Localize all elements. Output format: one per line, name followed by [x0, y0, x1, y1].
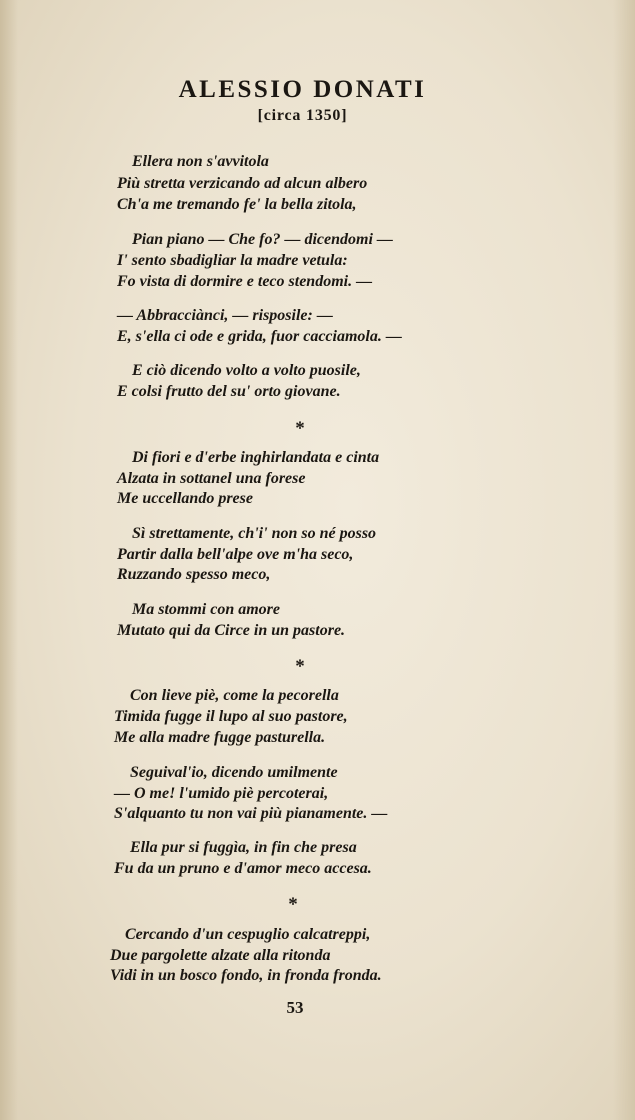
poem-author-title: ALESSIO DONATI — [178, 76, 427, 103]
verse-line: E, s'ella ci ode e grida, fuor cacciamola. — — [117, 328, 402, 345]
verse-line: Ella pur si fuggìa, in fin che presa — [130, 839, 357, 856]
verse-line: Ruzzando spesso meco, — [117, 566, 271, 583]
verse-line: Me uccellando prese — [117, 490, 253, 507]
verse-line: Più stretta verzicando ad alcun albero — [117, 175, 368, 192]
verse-line: Timida fugge il lupo al suo pastore, — [114, 708, 348, 725]
verse-line: E colsi frutto del su' orto giovane. — [117, 383, 341, 400]
verse-line: Pian piano — Che fo? — dicendomi — — [132, 231, 393, 248]
verse-line: Fu da un pruno e d'amor meco accesa. — [114, 860, 372, 877]
verse-line: — Abbracciànci, — risposile: — — [117, 307, 333, 324]
verse-line: Alzata in sottanel una forese — [117, 470, 306, 487]
section-separator-star: * — [295, 418, 305, 439]
verse-line: Sì strettamente, ch'i' non so né posso — [132, 525, 377, 542]
verse-line: Seguival'io, dicendo umilmente — [130, 764, 338, 781]
verse-line: Ch'a me tremando fe' la bella zitola, — [117, 196, 357, 213]
section-separator-star: * — [295, 656, 305, 677]
verse-line: Partir dalla bell'alpe ove m'ha seco, — [117, 546, 354, 563]
verse-line: Ma stommi con amore — [132, 601, 281, 618]
section-separator-star: * — [288, 894, 298, 915]
verse-line: — O me! l'umido piè percoterai, — [114, 785, 329, 802]
verse-line: S'alquanto tu non vai più pianamente. — — [114, 805, 388, 822]
verse-line: Cercando d'un cespuglio calcatreppi, — [125, 926, 371, 943]
verse-line: Mutato qui da Circe in un pastore. — [117, 622, 346, 639]
poem-date: [circa 1350] — [257, 107, 348, 124]
verse-line: Due pargolette alzate alla ritonda — [110, 947, 331, 964]
verse-line: Con lieve piè, come la pecorella — [130, 687, 339, 704]
verse-line: Di fiori e d'erbe inghirlandata e cinta — [132, 449, 380, 466]
verse-line: I' sento sbadigliar la madre vetula: — [117, 252, 348, 269]
verse-line: Fo vista di dormire e teco stendomi. — — [117, 273, 373, 290]
verse-line: Ellera non s'avvitola — [132, 153, 269, 170]
page-number: 53 — [286, 998, 304, 1017]
verse-line: Vidi in un bosco fondo, in fronda fronda. — [110, 967, 382, 984]
verse-line: Me alla madre fugge pasturella. — [114, 729, 326, 746]
verse-line: E ciò dicendo volto a volto puosile, — [132, 362, 361, 379]
